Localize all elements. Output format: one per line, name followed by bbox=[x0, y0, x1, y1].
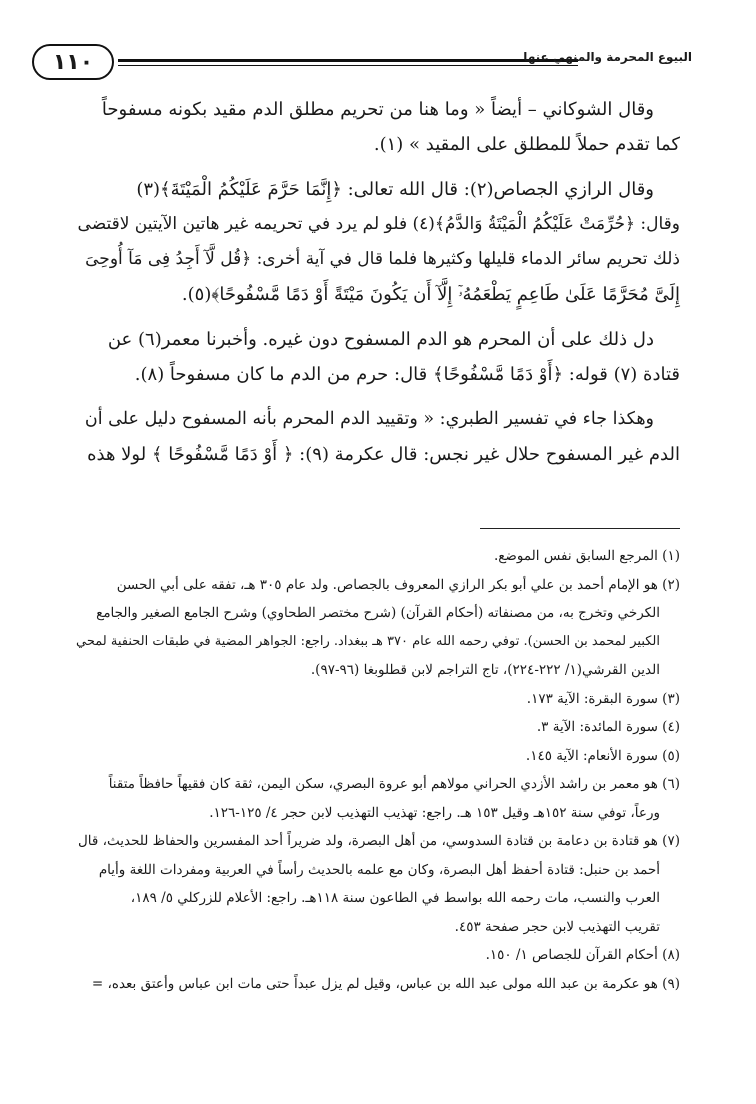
footnote-line: (٢) هو الإمام أحمد بن علي أبو بكر الرازي المعروف بالجصاص. ولد عام ٣٠٥ هـ، تفقه على أبي الحسن bbox=[116, 576, 680, 593]
footnote-line: (١) المرجع السابق نفس الموضع. bbox=[493, 548, 680, 564]
footnote-line: الكرخي وتخرج به، من مصنفاته (أحكام القرآن) (شرح مختصر الطحاوي) وشرح الجامع الصغير والجامع bbox=[96, 605, 660, 621]
footnote-line: تقريب التهذيب لابن حجر صفحة ٤٥٣. bbox=[454, 918, 660, 935]
text-line: وقال: ﴿حُرِّمَتْ عَلَيْكُمُ الْمَيْتَةُ وَالدَّمُ﴾(٤) فلو لم يرد في تحريمه غير هاتين الآيتين لاقتضى bbox=[77, 214, 680, 234]
footnote-line: (٥) سورة الأنعام: الآية ١٤٥. bbox=[525, 747, 680, 764]
text-line: وقال الرازي الجصاص(٢): قال الله تعالى: ﴿إِنَّمَا حَرَّمَ عَلَيْكُمُ الْمَيْتَةَ﴾(٣) bbox=[136, 179, 654, 200]
text-line: ذلك تحريم سائر الدماء قليلها وكثيرها فلما قال في آية أخرى: ﴿قُل لَّآ أَجِدُ فِى مَآ أُوحِىَ bbox=[85, 249, 680, 269]
paragraph-tabari bbox=[70, 402, 680, 472]
footnote-line: (٨) أحكام القرآن للجصاص ١/ ١٥٠. bbox=[485, 947, 680, 963]
footnote-line: أحمد بن حنبل: قتادة أحفظ أهل البصرة، وكان مع علمه بالحديث رأساً في العربية ومفردات اللغة وأيام bbox=[98, 861, 660, 878]
footnote-line: (٤) سورة المائدة: الآية ٣. bbox=[536, 719, 680, 735]
footnotes bbox=[72, 542, 680, 998]
footnote-8 bbox=[72, 941, 680, 970]
text-line: دل ذلك على أن المحرم هو الدم المسفوح دون غيره. وأخبرنا معمر(٦) عن bbox=[107, 329, 654, 350]
paragraph-shawkani bbox=[70, 92, 680, 162]
text-line: وهكذا جاء في تفسير الطبري: « وتقييد الدم المحرم بأنه المسفوح دليل على أن bbox=[84, 409, 654, 429]
footnote-line: (٣) سورة البقرة: الآية ١٧٣. bbox=[526, 690, 680, 707]
text-line: كما تقدم حملاً للمطلق على المقيد » (١). bbox=[373, 134, 680, 155]
text-line: إِلَىَّ مُحَرَّمًا عَلَىٰ طَاعِمٍ يَطْعَمُهُۥٓ إِلَّآ أَن يَكُونَ مَيْتَةً أَوْ دَمًا مَّسْفُوحًا﴾(٥). bbox=[181, 284, 680, 305]
text-line: قتادة (٧) قوله: ﴿أَوْ دَمًا مَّسْفُوحًا﴾ قال: حرم من الدم ما كان مسفوحاً (٨). bbox=[134, 364, 680, 385]
footnote-line: الكبير لمحمد بن الحسن). توفي رحمه الله عام ٣٧٠ هـ ببغداد. راجع: الجواهر المضية في طبقات الحنفية لمحي bbox=[76, 633, 660, 649]
running-title: البيوع المحرمة والمنهي عنها bbox=[523, 50, 692, 64]
footnote-line: (٩) هو عكرمة بن عبد الله مولى عبد الله بن عباس، وقيل لم يزل عبداً حتى مات ابن عباس وأعتق بعده، = bbox=[91, 975, 680, 992]
footnote-1 bbox=[72, 542, 680, 571]
footnote-separator bbox=[480, 528, 680, 529]
paragraph-jassas bbox=[70, 172, 680, 312]
footnote-line: (٦) هو معمر بن راشد الأزدي الحراني مولاهم أبو عروة البصري، سكن اليمن، ثقة كان فقيهاً حافظاً متقناً bbox=[108, 776, 680, 792]
page-number: ١١٠ bbox=[32, 44, 114, 80]
header-double-rule bbox=[118, 59, 578, 66]
footnote-3 bbox=[72, 685, 680, 714]
footnote-line: ورعاً، توفي سنة ١٥٢هـ وقيل ١٥٣ هـ. راجع: تهذيب التهذيب لابن حجر ٤/ ١٢٥-١٢٦. bbox=[209, 804, 660, 821]
main-text bbox=[70, 92, 680, 482]
footnote-2 bbox=[72, 571, 680, 685]
footnote-line: العرب والنسب، مات رحمه الله بواسط في الطاعون سنة ١١٨هـ. راجع: الأعلام للزركلي ٥/ ١٨٩، bbox=[130, 890, 660, 906]
text-line: وقال الشوكاني – أيضاً « وما هنا من تحريم مطلق الدم مقيد بكونه مسفوحاً bbox=[101, 99, 654, 120]
paragraph-mamar bbox=[70, 322, 680, 392]
footnote-line: الدين القرشي(١/ ٢٢٢-٢٢٤)، تاج التراجم لابن قطلوبغا (٩٦-٩٧). bbox=[310, 662, 660, 678]
footnote-7 bbox=[72, 827, 680, 941]
text-line: الدم غير المسفوح حلال غير نجس: قال عكرمة (٩): ﴿ أَوْ دَمًا مَّسْفُوحًا ﴾ لولا هذه bbox=[87, 444, 680, 465]
footnote-6 bbox=[72, 770, 680, 827]
footnote-9 bbox=[72, 970, 680, 999]
footnote-line: (٧) هو قتادة بن دعامة بن قتادة السدوسي، من أهل البصرة، ولد ضريراً أحد المفسرين والحفاظ للحديث، قال bbox=[77, 833, 680, 849]
page-header bbox=[32, 44, 692, 88]
footnote-4 bbox=[72, 713, 680, 742]
footnote-5 bbox=[72, 742, 680, 771]
